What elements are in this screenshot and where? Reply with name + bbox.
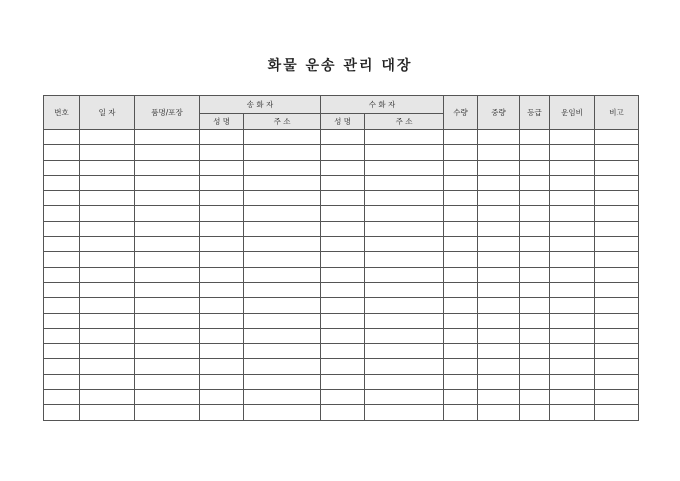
table-cell[interactable] [80,298,135,313]
table-cell[interactable] [595,145,639,160]
table-cell[interactable] [365,405,444,420]
table-cell[interactable] [135,390,200,405]
table-cell[interactable] [135,252,200,267]
table-cell[interactable] [135,313,200,328]
table-cell[interactable] [44,221,80,236]
table-cell[interactable] [244,344,321,359]
table-cell[interactable] [520,359,550,374]
table-cell[interactable] [444,237,478,252]
table-cell[interactable] [478,313,520,328]
table-cell[interactable] [200,160,244,175]
table-cell[interactable] [321,175,365,190]
table-cell[interactable] [595,175,639,190]
table-cell[interactable] [444,160,478,175]
table-cell[interactable] [478,359,520,374]
table-cell[interactable] [365,282,444,297]
table-cell[interactable] [244,313,321,328]
table-cell[interactable] [244,175,321,190]
table-cell[interactable] [595,313,639,328]
table-cell[interactable] [444,191,478,206]
table-cell[interactable] [365,130,444,145]
document-title: 화물 운송 관리 대장 [267,58,413,74]
table-cell[interactable] [595,130,639,145]
table-cell[interactable] [135,221,200,236]
table-cell[interactable] [444,252,478,267]
table-cell[interactable] [80,282,135,297]
table-cell[interactable] [244,237,321,252]
table-cell[interactable] [44,267,80,282]
table-cell[interactable] [244,221,321,236]
table-cell[interactable] [200,237,244,252]
table-cell[interactable] [550,267,595,282]
table-cell[interactable] [80,405,135,420]
table-cell[interactable] [444,344,478,359]
table-cell[interactable] [478,237,520,252]
table-cell[interactable] [595,344,639,359]
table-cell[interactable] [365,206,444,221]
table-cell[interactable] [520,390,550,405]
table-cell[interactable] [365,390,444,405]
table-cell[interactable] [321,298,365,313]
table-cell[interactable] [550,328,595,343]
table-row [44,344,639,359]
table-cell[interactable] [135,130,200,145]
table-cell[interactable] [80,344,135,359]
table-cell[interactable] [321,344,365,359]
table-cell[interactable] [135,344,200,359]
table-cell[interactable] [550,175,595,190]
table-cell[interactable] [444,130,478,145]
table-row [44,267,639,282]
table-row [44,405,639,420]
table-cell[interactable] [200,145,244,160]
table-row [44,206,639,221]
table-cell[interactable] [244,390,321,405]
table-cell[interactable] [550,390,595,405]
table-cell[interactable] [135,160,200,175]
table-row [44,359,639,374]
table-row [44,374,639,389]
table-cell[interactable] [595,374,639,389]
table-cell[interactable] [444,282,478,297]
table-cell[interactable] [321,313,365,328]
table-cell[interactable] [321,328,365,343]
table-cell[interactable] [478,405,520,420]
table-cell[interactable] [520,175,550,190]
table-cell[interactable] [550,130,595,145]
table-cell[interactable] [135,359,200,374]
table-cell[interactable] [200,130,244,145]
table-cell[interactable] [365,298,444,313]
table-cell[interactable] [444,374,478,389]
table-cell[interactable] [44,405,80,420]
table-cell[interactable] [244,160,321,175]
table-cell[interactable] [135,175,200,190]
table-cell[interactable] [200,374,244,389]
table-cell[interactable] [244,359,321,374]
table-cell[interactable] [595,252,639,267]
table-cell[interactable] [444,390,478,405]
table-cell[interactable] [365,145,444,160]
table-cell[interactable] [80,374,135,389]
table-cell[interactable] [595,191,639,206]
table-cell[interactable] [44,237,80,252]
table-row [44,298,639,313]
freight-ledger-table [43,95,639,421]
table-cell[interactable] [44,282,80,297]
table-cell[interactable] [550,145,595,160]
table-cell[interactable] [321,191,365,206]
table-cell[interactable] [200,359,244,374]
table-cell[interactable] [80,390,135,405]
table-cell[interactable] [44,344,80,359]
table-cell[interactable] [478,267,520,282]
table-cell[interactable] [80,359,135,374]
table-cell[interactable] [135,282,200,297]
table-cell[interactable] [444,221,478,236]
table-cell[interactable] [321,130,365,145]
table-cell[interactable] [444,145,478,160]
table-cell[interactable] [321,206,365,221]
table-cell[interactable] [595,206,639,221]
table-cell[interactable] [200,328,244,343]
table-cell[interactable] [44,374,80,389]
table-cell[interactable] [200,206,244,221]
table-row [44,390,639,405]
table-cell[interactable] [244,130,321,145]
table-cell[interactable] [244,267,321,282]
table-cell[interactable] [200,175,244,190]
table-cell[interactable] [244,282,321,297]
table-cell[interactable] [478,221,520,236]
table-cell[interactable] [520,191,550,206]
table-cell[interactable] [80,252,135,267]
table-cell[interactable] [321,145,365,160]
table-cell[interactable] [200,298,244,313]
table-cell[interactable] [244,252,321,267]
table-cell[interactable] [444,405,478,420]
table-cell[interactable] [135,298,200,313]
table-cell[interactable] [550,221,595,236]
table-cell[interactable] [520,252,550,267]
table-cell[interactable] [444,298,478,313]
table-row [44,160,639,175]
table-cell[interactable] [520,145,550,160]
table-cell[interactable] [478,206,520,221]
table-cell[interactable] [550,405,595,420]
table-cell[interactable] [478,298,520,313]
table-cell[interactable] [80,221,135,236]
table-cell[interactable] [44,160,80,175]
table-cell[interactable] [520,206,550,221]
table-cell[interactable] [550,160,595,175]
table-cell[interactable] [478,160,520,175]
table-cell[interactable] [200,405,244,420]
table-cell[interactable] [520,405,550,420]
header-sender: 송 화 자 [200,96,321,114]
table-cell[interactable] [80,267,135,282]
header-sender-name: 성 명 [200,114,244,130]
table-cell[interactable] [44,175,80,190]
table-cell[interactable] [80,160,135,175]
header-grade: 등급 [520,96,550,130]
table-cell[interactable] [244,145,321,160]
table-cell[interactable] [244,298,321,313]
header-item: 품명/포장 [135,96,200,130]
table-cell[interactable] [550,344,595,359]
table-cell[interactable] [321,359,365,374]
table-cell[interactable] [135,237,200,252]
header-fare: 운임비 [550,96,595,130]
table-cell[interactable] [80,175,135,190]
table-row [44,313,639,328]
table-cell[interactable] [550,359,595,374]
table-cell[interactable] [520,374,550,389]
table-cell[interactable] [444,175,478,190]
table-cell[interactable] [365,237,444,252]
header-receiver-address: 주 소 [365,114,444,130]
table-cell[interactable] [478,130,520,145]
table-cell[interactable] [365,374,444,389]
header-quantity: 수량 [444,96,478,130]
ledger-body [44,130,639,421]
table-cell[interactable] [520,267,550,282]
table-cell[interactable] [44,191,80,206]
table-cell[interactable] [44,359,80,374]
table-cell[interactable] [80,145,135,160]
table-cell[interactable] [200,282,244,297]
table-cell[interactable] [550,206,595,221]
table-cell[interactable] [365,267,444,282]
table-cell[interactable] [595,359,639,374]
table-cell[interactable] [80,237,135,252]
table-cell[interactable] [80,191,135,206]
table-cell[interactable] [365,175,444,190]
header-no: 번호 [44,96,80,130]
table-cell[interactable] [135,267,200,282]
table-cell[interactable] [365,328,444,343]
table-cell[interactable] [80,130,135,145]
table-cell[interactable] [550,282,595,297]
table-cell[interactable] [321,160,365,175]
table-row [44,130,639,145]
table-cell[interactable] [595,160,639,175]
table-cell[interactable] [595,267,639,282]
table-cell[interactable] [550,237,595,252]
table-cell[interactable] [321,252,365,267]
table-cell[interactable] [44,390,80,405]
table-cell[interactable] [478,175,520,190]
table-cell[interactable] [321,390,365,405]
table-cell[interactable] [478,282,520,297]
table-cell[interactable] [520,328,550,343]
table-cell[interactable] [595,405,639,420]
table-cell[interactable] [550,252,595,267]
table-cell[interactable] [520,344,550,359]
table-cell[interactable] [135,206,200,221]
table-cell[interactable] [200,390,244,405]
table-row [44,252,639,267]
table-cell[interactable] [520,282,550,297]
table-cell[interactable] [244,328,321,343]
table-row [44,175,639,190]
table-cell[interactable] [244,374,321,389]
table-cell[interactable] [550,374,595,389]
table-row [44,191,639,206]
table-cell[interactable] [200,313,244,328]
table-cell[interactable] [478,344,520,359]
table-cell[interactable] [365,191,444,206]
table-cell[interactable] [478,374,520,389]
table-cell[interactable] [365,344,444,359]
header-weight: 중량 [478,96,520,130]
header-receiver-name: 성 명 [321,114,365,130]
table-cell[interactable] [200,191,244,206]
table-cell[interactable] [135,191,200,206]
table-cell[interactable] [595,221,639,236]
table-cell[interactable] [365,252,444,267]
table-cell[interactable] [321,267,365,282]
table-row [44,237,639,252]
table-cell[interactable] [80,328,135,343]
table-cell[interactable] [135,328,200,343]
table-cell[interactable] [550,313,595,328]
table-cell[interactable] [135,374,200,389]
table-cell[interactable] [44,252,80,267]
table-row [44,282,639,297]
table-cell[interactable] [520,221,550,236]
table-cell[interactable] [365,160,444,175]
table-cell[interactable] [135,145,200,160]
table-cell[interactable] [520,298,550,313]
table-cell[interactable] [520,313,550,328]
table-cell[interactable] [44,130,80,145]
table-cell[interactable] [478,328,520,343]
table-cell[interactable] [365,221,444,236]
table-cell[interactable] [200,344,244,359]
table-cell[interactable] [244,206,321,221]
table-cell[interactable] [44,298,80,313]
table-cell[interactable] [321,405,365,420]
table-cell[interactable] [321,221,365,236]
table-cell[interactable] [321,237,365,252]
table-cell[interactable] [520,160,550,175]
table-row [44,145,639,160]
table-cell[interactable] [444,267,478,282]
table-cell[interactable] [80,313,135,328]
table-cell[interactable] [478,145,520,160]
table-cell[interactable] [444,206,478,221]
header-receiver: 수 화 자 [321,96,444,114]
table-cell[interactable] [478,191,520,206]
table-cell[interactable] [595,237,639,252]
table-cell[interactable] [244,405,321,420]
table-cell[interactable] [550,191,595,206]
table-cell[interactable] [80,206,135,221]
table-cell[interactable] [595,328,639,343]
table-cell[interactable] [200,267,244,282]
table-cell[interactable] [44,206,80,221]
table-cell[interactable] [520,237,550,252]
table-cell[interactable] [444,328,478,343]
table-cell[interactable] [365,359,444,374]
table-cell[interactable] [44,145,80,160]
table-cell[interactable] [478,390,520,405]
header-remarks: 비고 [595,96,639,130]
table-cell[interactable] [595,298,639,313]
table-cell[interactable] [365,313,444,328]
table-cell[interactable] [550,298,595,313]
header-date: 일 자 [80,96,135,130]
table-cell[interactable] [520,130,550,145]
table-row [44,328,639,343]
header-sender-address: 주 소 [244,114,321,130]
table-cell[interactable] [321,374,365,389]
table-cell[interactable] [135,405,200,420]
table-cell[interactable] [44,313,80,328]
table-cell[interactable] [200,252,244,267]
table-cell[interactable] [595,282,639,297]
table-cell[interactable] [478,252,520,267]
table-cell[interactable] [244,191,321,206]
table-cell[interactable] [595,390,639,405]
table-cell[interactable] [200,221,244,236]
table-cell[interactable] [321,282,365,297]
table-cell[interactable] [444,313,478,328]
table-cell[interactable] [444,359,478,374]
table-row [44,221,639,236]
table-cell[interactable] [44,328,80,343]
